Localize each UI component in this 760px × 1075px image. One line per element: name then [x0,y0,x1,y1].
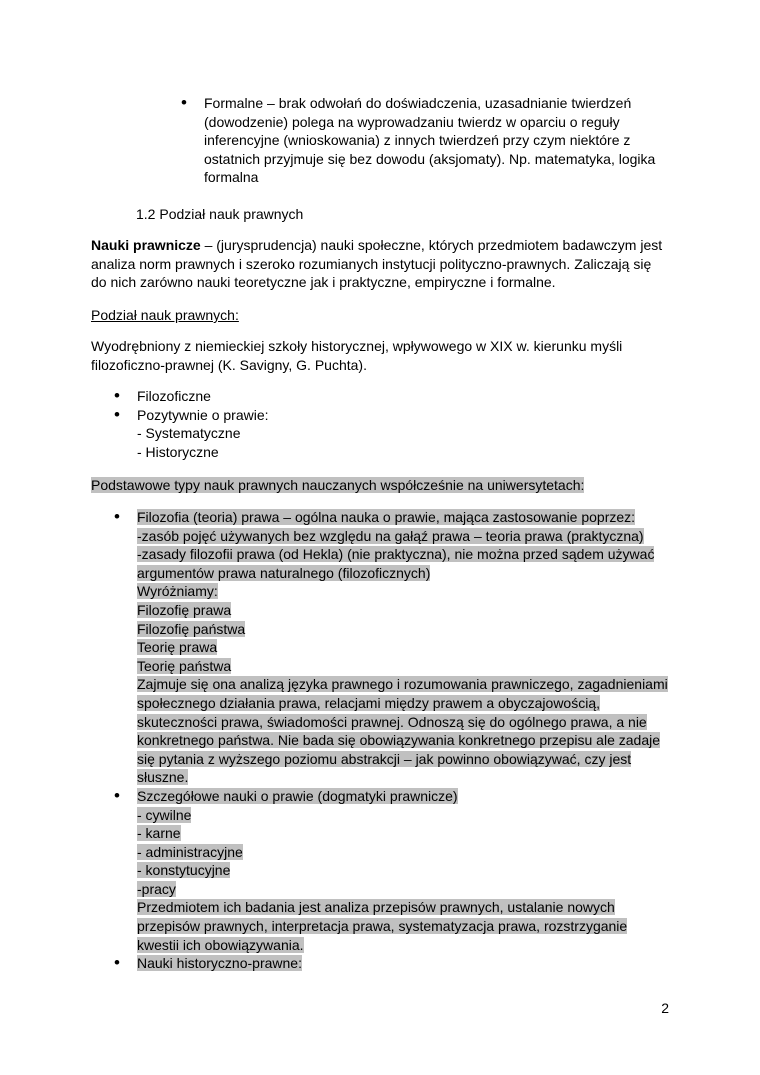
text-line [137,545,668,564]
text-line [137,861,668,880]
division-heading [91,306,671,325]
highlighted-text: Podstawowe typy nauk prawnych nauczanych współcześnie na uniwersytetach: [91,477,585,493]
text-line [137,527,668,546]
highlighted-text: Filozofię prawa [137,601,232,618]
text-line [137,657,668,676]
text-line [137,731,668,750]
text-segment: – (jurysprudencja) nauki społeczne, których przedmiotem badawczym jest [200,237,663,253]
highlighted-text: - karne [137,825,181,842]
text-line [137,713,668,732]
text-line: ostatnich przyjmuje się bez dowodu (aksjomaty). Np. matematyka, logika [204,150,656,167]
highlighted-text: kwestii ich obowiązywania. [137,936,304,953]
list-item [137,787,668,954]
highlighted-text: Filozofię państwa [137,620,246,637]
text-line: Wyodrębniony z niemieckiej szkoły historycznej, wpływowego w XIX w. kierunku myśli [91,338,623,354]
highlighted-text: Zajmuje się ona analizą języka prawnego i rozumowania prawniczego, zagadnieniami [137,676,668,693]
text-line: • Pozytywnie o prawie: [137,406,269,423]
highlighted-text: -pracy [137,880,176,897]
text-line [137,768,668,787]
text-line [137,917,668,936]
text-line [137,601,668,620]
highlighted-text: - administracyjne [137,843,243,860]
list-item [204,94,655,187]
text-line [137,675,668,694]
text-line [137,750,668,769]
highlighted-text: - konstytucyjne [137,862,231,879]
list-item [137,508,668,787]
list-item [137,387,269,406]
highlighted-text: Szczegółowe nauki o prawie (dogmatyki prawnicze) [137,787,458,804]
highlighted-text: skuteczności prawa, świadomości prawnej. Odnoszą się do ogólnego prawa, a nie [137,713,647,730]
highlighted-text: Filozofia (teoria) prawa – ogólna nauka o prawie, mająca zastosowanie poprzez: [137,509,636,525]
text-line: do nich zarówno nauki teoretyczne jak i praktyczne, empiryczne i formalne. [91,274,556,291]
text-line: - Systematyczne [137,425,241,442]
basic-types-heading [91,476,671,495]
text-line: formalna [204,169,259,186]
highlighted-text: słuszne. [137,769,189,786]
highlighted-text: się pytania z wyższego poziomu abstrakcji – jak powinno obowiązywać, czy jest [137,750,632,767]
text-line: filozoficzno-prawnej (K. Savigny, G. Puchta). [91,356,367,373]
text-line [137,508,668,527]
division-heading-text: Podział nauk prawnych: [91,307,239,323]
highlighted-text: Wyróżniamy: [137,583,218,600]
text-line [137,564,668,583]
text-line [137,954,668,973]
section-heading: 1.2 Podział nauk prawnych [136,206,304,222]
text-line: inferencyjne (wnioskowania) z innych twierdzeń przy czym niektóre z [204,132,631,149]
defined-term: Nauki prawnicze [91,237,201,253]
highlighted-text: Przedmiotem ich badania jest analiza przepisów prawnych, ustalanie nowych [137,899,615,916]
text-line [137,694,668,713]
page-number: 2 [661,1000,669,1016]
highlighted-text: przepisów prawnych, interpretacja prawa, systematyzacja prawa, rozstrzyganie [137,918,628,935]
text-line [137,824,668,843]
school-list [137,387,269,461]
text-line [137,806,668,825]
text-line [137,880,668,899]
list-item [137,406,269,462]
text-line: • Formalne – brak odwołań do doświadczenia, uzasadnianie twierdzeń [204,95,632,111]
text-line: - Historyczne [137,443,219,460]
highlighted-text: Nauki historyczno-prawne: [137,955,302,972]
highlighted-text: - cywilne [137,806,192,823]
text-line [137,582,668,601]
formal-sciences-list [204,94,655,187]
highlighted-text: -zasady filozofii prawa (od Hekla) (nie praktyczna), nie można przed sądem używać [137,546,655,563]
text-line [137,787,668,806]
text-line [137,936,668,955]
highlighted-text: społecznego działania prawa, relacjami między prawem a obyczajowością, [137,694,600,711]
list-item [137,954,668,973]
highlighted-text: konkretnego państwa. Nie bada się obowiązywania konkretnego przepisu ale zadaje [137,732,660,749]
highlighted-text: Teorię państwa [137,657,232,674]
highlighted-text: argumentów prawa naturalnego (filozoficznych) [137,564,431,581]
definition-paragraph [91,236,671,292]
text-line: • Filozoficzne [137,388,211,404]
types-list [137,508,668,973]
text-line [137,638,668,657]
text-line [137,620,668,639]
text-line: analiza norm prawnych i szeroko rozumianych instytucji polityczno-prawnych. Zaliczają się [91,255,652,272]
text-line [137,843,668,862]
highlighted-text: -zasób pojęć używanych bez względu na gałąź prawa – teoria prawa (praktyczna) [137,527,644,544]
text-line: (dowodzenie) polega na wyprowadzaniu twierdz w oparciu o reguły [204,113,620,130]
text-line [91,236,671,255]
text-line [137,898,668,917]
highlighted-text: Teorię prawa [137,639,218,656]
school-paragraph [91,337,671,374]
